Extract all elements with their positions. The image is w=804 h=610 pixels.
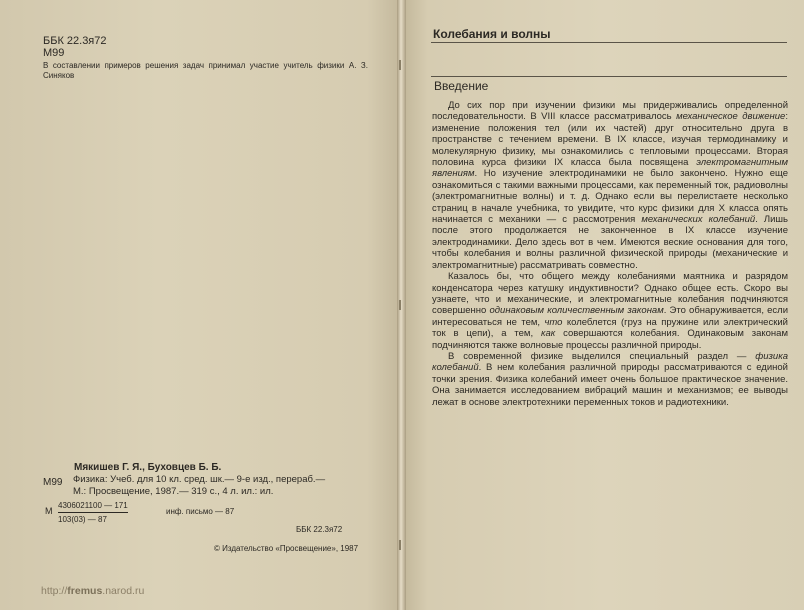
info-letter: инф. письмо — 87 bbox=[166, 507, 235, 516]
bbk-header bbox=[43, 35, 107, 59]
bib-line: М.: Просвещение, 1987.— 319 с., 4 л. ил.: ил. bbox=[73, 486, 274, 497]
section-rule bbox=[431, 76, 787, 77]
code-numerator: 4306021100 — 171 bbox=[58, 501, 128, 513]
chapter-title: Колебания и волны bbox=[433, 27, 551, 41]
binding-stitch bbox=[399, 540, 401, 550]
body-text bbox=[432, 100, 788, 408]
publisher-code bbox=[58, 501, 128, 525]
paragraph: Казалось бы, что общего между колебаниями маятника и разрядом конденсатора через катушку индуктивности? Однако общее есть. Скоро вы узнаете, что и механические, и электромагнитные колебания подчиняются совершенно одинаковым количественным законам. Это обнаруживается, если интересоваться не тем, что колеблется (груз на пружине или электрический ток в цепи), а тем, как совершаются колебания. Одинаковым законам подчиняются также волновые процессы различной природы. bbox=[432, 271, 788, 351]
watermark-url[interactable]: http://fremus.narod.ru bbox=[41, 585, 145, 597]
authors: Мякишев Г. Я., Буховцев Б. Б. bbox=[74, 462, 222, 473]
paragraph: В современной физике выделился специальный раздел — физика колебаний. В нем колебания различной природы рассматриваются с единой точки зрения. Физика колебаний имеет очень большое практическое значение. Она занимается исследованием вибраций машин и механизмов; ее выводы лежат в основе электротехники переменных токов и радиотехники. bbox=[432, 350, 788, 408]
credit-note: В составлении примеров решения задач принимал участие учитель физики А. З. Синяков bbox=[43, 61, 368, 80]
classifier: М99 bbox=[43, 47, 65, 59]
catalog-mark: М99 bbox=[43, 477, 63, 488]
bbk-code: ББК 22.3я72 bbox=[43, 35, 107, 47]
chapter-rule bbox=[431, 42, 787, 43]
paragraph: До сих пор при изучении физики мы придерживались определенной последовательности. В VIII классе рассматривалось механическое движение: изменение положения тел (или их частей) друг относительно друга в пространстве с течением времени. В IX классе, изучая термодинамику и молекулярную физику, мы ознакомились с тепловыми процессами. Вторая половина курса физики IX класса была посвящена электромагнитным явлениям. Но изучение электродинамики не было закончено. Нужно еще ознакомиться с такими важными процессами, как переменный ток, радиоволны (электромагнитные волны) и т. д. Однако если вы перелистаете несколько страниц в начале учебника, то увидите, что курс физики для X класса опять начинается с механики — с рассмотрения механических колебаний. Лишь после этого продолжается не законченное в IX классе изучение электродинамики. Дело здесь вот в чем. Имеются веские основания для того, чтобы колебания и волны различной физической природы (механические и электромагнитные) рассматривать совместно. bbox=[432, 100, 789, 271]
bib-line: Физика: Учеб. для 10 кл. сред. шк.— 9-е изд., перераб.— bbox=[73, 474, 326, 485]
binding-stitch bbox=[399, 300, 401, 310]
binding-stitch bbox=[399, 60, 401, 70]
copyright: © Издательство «Просвещение», 1987 bbox=[214, 544, 359, 553]
bibliographic-description bbox=[73, 474, 373, 498]
bbk-code-bottom: ББК 22.3я72 bbox=[296, 525, 343, 534]
code-denominator: 103(03) — 87 bbox=[58, 515, 107, 524]
section-title: Введение bbox=[434, 79, 489, 93]
code-letter: М bbox=[45, 506, 53, 516]
